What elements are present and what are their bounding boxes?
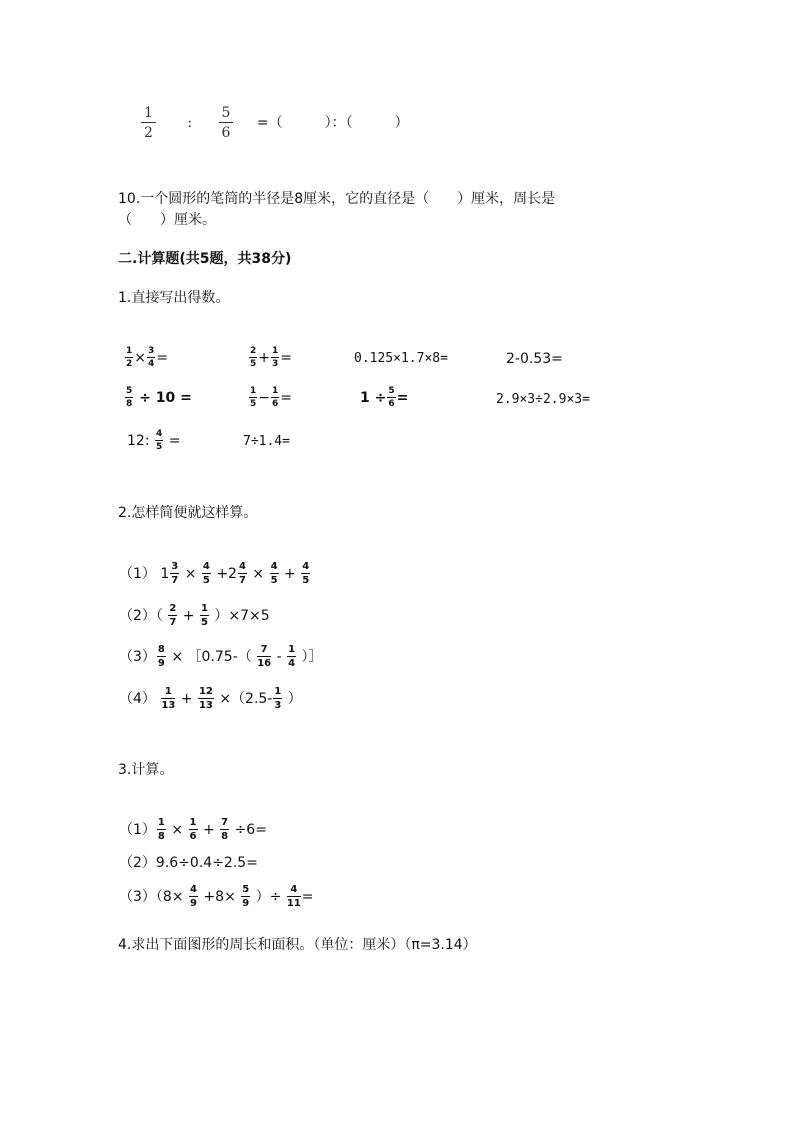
expression-part: + — [258, 350, 270, 366]
denominator: 9 — [242, 898, 250, 909]
problem-3-item-3 — [119, 885, 314, 909]
denominator: 6 — [388, 399, 395, 409]
denominator: 5 — [250, 399, 257, 409]
section-heading: 二.计算题(共5题，共38分) — [118, 251, 292, 267]
fraction — [249, 387, 257, 409]
expression-part: 9.6÷0.4÷2.5= — [155, 855, 258, 871]
fraction — [387, 387, 395, 409]
expr-1-6 — [248, 387, 292, 409]
expression-part: ÷6= — [234, 822, 267, 838]
expression-part: 12: — [127, 433, 150, 449]
fraction — [157, 645, 166, 669]
fraction — [198, 687, 214, 711]
expr-1-8: 2.9×3÷2.9×3= — [496, 392, 590, 407]
numerator: 8 — [157, 644, 165, 655]
denominator: 5 — [250, 359, 257, 369]
problem-2-title: 2.怎样简便就这样算。 — [118, 505, 258, 521]
fraction — [270, 562, 279, 586]
question-10-line2: （ ）厘米。 — [118, 212, 216, 228]
numerator: 2 — [169, 603, 177, 614]
expression-part: = — [396, 390, 409, 406]
fraction — [202, 562, 211, 586]
numerator: 4 — [155, 429, 163, 439]
expr-1-4: 2-0.53= — [506, 351, 563, 367]
numerator: 1 — [141, 106, 156, 123]
denominator: 4 — [288, 658, 296, 669]
expression-part: 1 — [160, 566, 170, 582]
fraction — [273, 687, 282, 711]
expression-part: = — [156, 350, 168, 366]
numerator: 1 — [288, 644, 296, 655]
problem-3-title: 3.计算。 — [118, 762, 174, 778]
fraction-five-sixths — [219, 106, 234, 140]
fraction — [189, 885, 198, 909]
numerator: 4 — [270, 561, 278, 572]
denominator: 13 — [198, 700, 213, 711]
denominator: 7 — [238, 575, 246, 586]
numerator: 1 — [189, 817, 197, 828]
expression-part: ÷ 10 = — [139, 390, 192, 406]
problem-2-item-1 — [119, 562, 311, 586]
expression-part: ×（2.5- — [219, 691, 273, 707]
numerator: 1 — [274, 686, 282, 697]
denominator: 2 — [144, 125, 153, 141]
denominator: 3 — [272, 359, 279, 369]
fraction — [287, 885, 301, 909]
expr-1-3: 0.125×1.7×8= — [354, 351, 448, 366]
expression-part: ）］ — [301, 649, 323, 665]
fraction — [125, 347, 133, 369]
expr-1-1 — [124, 347, 168, 369]
expression-part: ）÷ — [255, 889, 282, 905]
numerator: 5 — [242, 884, 250, 895]
expression-part: （8× — [155, 889, 184, 905]
problem-4-title: 4.求出下面图形的周长和面积。（单位：厘米）（π=3.14） — [118, 937, 477, 953]
numerator: 1 — [200, 603, 208, 614]
numerator: 7 — [221, 817, 229, 828]
denominator: 13 — [161, 700, 176, 711]
fraction — [249, 347, 257, 369]
expression-part: ） — [287, 691, 302, 707]
denominator: 6 — [272, 399, 279, 409]
expression-part: × — [171, 822, 184, 838]
fraction — [147, 347, 155, 369]
denominator: 7 — [171, 575, 179, 586]
denominator: 5 — [270, 575, 278, 586]
numerator: 1 — [157, 817, 165, 828]
problem-2-item-2 — [119, 604, 270, 628]
expression-part: （3） — [119, 649, 156, 665]
numerator: 5 — [126, 386, 133, 396]
expression-part: + — [202, 822, 215, 838]
expr-1-2 — [248, 347, 292, 369]
expression-part: + — [182, 608, 195, 624]
denominator: 8 — [221, 831, 229, 842]
expression-part: = — [168, 433, 181, 449]
expression-part: （4） — [119, 691, 156, 707]
fraction — [170, 562, 179, 586]
denominator: 8 — [157, 831, 165, 842]
expression-part: − — [258, 390, 270, 406]
problem-3-item-2 — [119, 856, 258, 870]
fraction — [220, 818, 229, 842]
denominator: 5 — [302, 575, 310, 586]
fraction — [241, 885, 250, 909]
expression-part: + — [180, 691, 193, 707]
expr-1-7 — [360, 387, 408, 409]
numerator: 1 — [161, 687, 175, 699]
denominator: 2 — [126, 359, 133, 369]
expression-part: （1） — [119, 822, 156, 838]
denominator: 5 — [202, 575, 210, 586]
numerator: 1 — [126, 346, 133, 356]
expr-1-10: 7÷1.4= — [243, 434, 290, 449]
fraction — [271, 387, 279, 409]
denominator: 7 — [169, 617, 177, 628]
numerator: 3 — [171, 561, 179, 572]
expression-part: = — [301, 889, 314, 905]
ratio-answer-blanks: =（ ）：（ ） — [256, 115, 409, 131]
problem-2-item-4 — [119, 687, 302, 711]
numerator: 1 — [272, 346, 279, 356]
denominator: 3 — [274, 700, 282, 711]
expression-part: （2） — [119, 855, 156, 871]
problem-3-item-1 — [119, 818, 267, 842]
denominator: 8 — [126, 399, 133, 409]
expression-part: （2） — [119, 608, 156, 624]
fraction — [271, 347, 279, 369]
expression-part: ）×7×5 — [214, 608, 270, 624]
numerator: 1 — [272, 386, 279, 396]
numerator: 3 — [148, 346, 155, 356]
numerator: 7 — [257, 645, 271, 657]
numerator: 1 — [250, 386, 257, 396]
numerator: 4 — [302, 561, 310, 572]
expression-part: + — [284, 566, 296, 582]
problem-2-item-3 — [119, 645, 323, 669]
numerator: 4 — [238, 561, 246, 572]
ratio-colon: : — [187, 115, 193, 131]
fraction — [168, 604, 177, 628]
expression-part: （3） — [119, 889, 156, 905]
denominator: 4 — [148, 359, 155, 369]
problem-1-title: 1.直接写出得数。 — [118, 290, 230, 306]
expression-part: × ［0.75-（ — [171, 649, 252, 665]
denominator: 6 — [221, 125, 231, 141]
denominator: 11 — [286, 898, 301, 909]
expression-part: +2 — [216, 566, 237, 582]
fraction — [200, 604, 209, 628]
fraction — [125, 387, 133, 409]
expression-part: +8× — [203, 889, 236, 905]
expression-part: = — [280, 390, 292, 406]
expression-part: × — [252, 566, 265, 582]
denominator: 16 — [257, 658, 272, 669]
expression-part: - — [276, 649, 282, 665]
denominator: 9 — [190, 898, 197, 909]
expression-part: × — [134, 350, 146, 366]
question-10-line1: 10.一个圆形的笔筒的半径是8厘米，它的直径是（ ）厘米，周长是 — [118, 191, 556, 207]
numerator: 5 — [219, 106, 234, 123]
ratio-expression — [140, 106, 409, 140]
fraction — [189, 818, 198, 842]
numerator: 4 — [287, 885, 301, 897]
numerator: 2 — [250, 346, 257, 356]
fraction — [287, 645, 296, 669]
expression-part: 1 ÷ — [360, 390, 387, 406]
fraction — [161, 687, 175, 711]
fraction — [238, 562, 247, 586]
numerator: 4 — [190, 884, 197, 895]
denominator: 5 — [200, 617, 208, 628]
fraction — [257, 645, 271, 669]
expression-part: × — [184, 566, 197, 582]
denominator: 6 — [189, 831, 197, 842]
expr-1-5 — [124, 387, 192, 409]
denominator: 5 — [155, 442, 163, 452]
expression-part: （1） — [119, 566, 156, 582]
expression-part: = — [280, 350, 292, 366]
fraction-one-half — [141, 106, 156, 140]
numerator: 12 — [198, 686, 213, 697]
fraction — [155, 430, 163, 452]
fraction — [301, 562, 310, 586]
expr-1-9 — [127, 430, 180, 452]
expression-part: （ — [155, 608, 163, 624]
numerator: 4 — [202, 561, 210, 572]
numerator: 5 — [388, 386, 395, 396]
fraction — [157, 818, 166, 842]
denominator: 9 — [157, 658, 165, 669]
